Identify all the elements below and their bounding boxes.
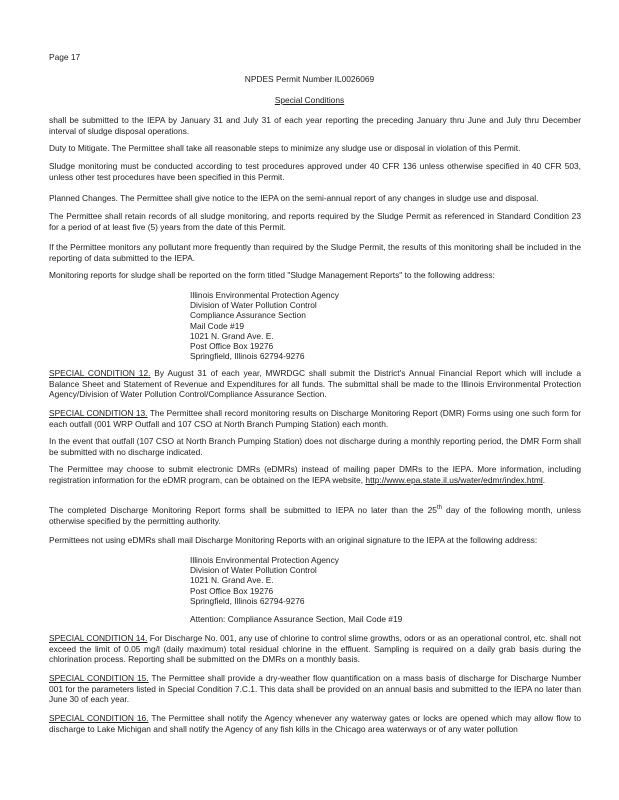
- address-line: Springfield, Illinois 62794-9276: [190, 595, 305, 606]
- address-line: Post Office Box 19276: [190, 585, 274, 596]
- paragraph-monitoring-reports: Monitoring reports for sludge shall be reported on the form titled "Sludge Management Reports" to the following address:: [49, 270, 495, 280]
- address-line: 1021 N. Grand Ave. E.: [190, 330, 274, 341]
- special-condition-16: [49, 713, 581, 734]
- condition-label: SPECIAL CONDITION 14.: [49, 633, 148, 643]
- condition-text: The Permittee shall record monitoring results on Discharge Monitoring Report (DMR) Forms using one such form for each outfall (001 WRP Outfall and 107 CSO at North Branch Pumping Station) each month.: [49, 408, 581, 429]
- paragraph-record-retention: The Permittee shall retain records of all sludge monitoring, and reports required by the Sludge Permit as referenced in Standard Condition 23 for a period of at least five (5) years from the date of this Permit.: [49, 211, 581, 232]
- paragraph-dmr-deadline: [49, 505, 581, 526]
- page-number: Page 17: [49, 52, 81, 62]
- condition-label: SPECIAL CONDITION 15.: [49, 673, 149, 683]
- paragraph-sludge-monitoring: Sludge monitoring must be conducted according to test procedures approved under 40 CFR 136 unless otherwise specified in 40 CFR 503, unless other test procedures have been specified in this Permit.: [49, 161, 581, 182]
- paragraph-mail-dmr: Permittees not using eDMRs shall mail Discharge Monitoring Reports with an original signature to the IEPA at the following address:: [49, 535, 538, 545]
- condition-text: By August 31 of each year, MWRDGC shall submit the District's Annual Financial Report which will include a Balance Sheet and Statement of Revenue and Expenditures for all funds. The submittal shall be made to the Illinois Environmental Protection Agency/Division of Water Pollution Control/Compliance Assurance Section.: [49, 368, 581, 400]
- condition-text: The Permittee shall provide a dry-weather flow quantification on a mass basis of discharge for Discharge Number 001 for the parameters listed in Special Condition 7.C.1. This data shall be provided on an annual basis and submitted to the IEPA no later than June 30 of each year.: [49, 673, 581, 705]
- condition-label: SPECIAL CONDITION 12.: [49, 368, 151, 378]
- special-condition-12: [49, 368, 581, 400]
- section-title-text: Special Conditions: [274, 95, 345, 105]
- condition-text: For Discharge No. 001, any use of chlorine to control slime growths, odors or as an operational control, etc. shall not exceed the limit of 0.05 mg/l (daily maximum) total residual chlorine in the effluent. Sampling is required on a daily grab basis during the chlorination process. Reporting shall be submitted on the DMRs on a monthly basis.: [49, 633, 581, 665]
- edmr-website-link[interactable]: http://www.epa.state.il.us/water/edmr/index.html: [365, 474, 543, 485]
- attention-line: Attention: Compliance Assurance Section, Mail Code #19: [190, 614, 403, 624]
- address-line: Springfield, Illinois 62794-9276: [190, 351, 305, 362]
- condition-label: SPECIAL CONDITION 13.: [49, 408, 148, 418]
- paragraph-duty-to-mitigate: Duty to Mitigate. The Permittee shall take all reasonable steps to minimize any sludge use or disposal in violation of this Permit.: [49, 143, 521, 153]
- paragraph-planned-changes: Planned Changes. The Permittee shall give notice to the IEPA on the semi-annual report of any changes in sludge use and disposal.: [49, 193, 539, 203]
- address-line: Division of Water Pollution Control: [190, 300, 317, 311]
- address-line: 1021 N. Grand Ave. E.: [190, 575, 274, 586]
- address-line: Illinois Environmental Protection Agency: [190, 290, 339, 300]
- section-title: [0, 95, 619, 106]
- special-condition-13: [49, 408, 581, 429]
- address-line: Compliance Assurance Section: [190, 310, 306, 321]
- special-condition-15: [49, 673, 581, 705]
- edmr-period: .: [542, 474, 546, 485]
- edmr-text: The Permittee may choose to submit electronic DMRs (eDMRs) instead of mailing paper DMRs to the IEPA. More information, including registration information for the eDMR program, can be obtained on the IEPA website,: [49, 464, 581, 485]
- address-line: Illinois Environmental Protection Agency: [190, 555, 339, 565]
- paragraph-edmr: [49, 464, 581, 485]
- deadline-text-after: day of the following month, unless otherwise specified by the permitting authority.: [49, 505, 581, 526]
- address-block-sludge: [190, 290, 339, 361]
- address-line: Mail Code #19: [190, 320, 245, 331]
- condition-label: SPECIAL CONDITION 16.: [49, 713, 149, 723]
- address-line: Post Office Box 19276: [190, 341, 274, 352]
- paragraph-sludge-submission: shall be submitted to the IEPA by January 31 and July 31 of each year reporting the preceding January thru June and July thru December interval of sludge disposal operations.: [49, 115, 581, 136]
- address-line: Division of Water Pollution Control: [190, 565, 317, 576]
- paragraph-no-discharge: In the event that outfall (107 CSO at North Branch Pumping Station) does not discharge during a monthly reporting period, the DMR Form shall be submitted with no discharge indicated.: [49, 436, 581, 457]
- special-condition-14: [49, 633, 581, 665]
- deadline-text-before: The completed Discharge Monitoring Report forms shall be submitted to IEPA no later than the 25: [49, 505, 437, 515]
- condition-text: The Permittee shall notify the Agency whenever any waterway gates or locks are opened which may allow flow to discharge to Lake Michigan and shall notify the Agency of any fish kills in the Chicago area waterways or of any water pollution: [49, 713, 581, 734]
- deadline-superscript: th: [436, 505, 442, 512]
- paragraph-extra-monitoring: If the Permittee monitors any pollutant more frequently than required by the Sludge Permit, the results of this monitoring shall be included in the reporting of data submitted to the IEPA.: [49, 242, 581, 263]
- address-block-dmr: [190, 555, 339, 606]
- permit-number: NPDES Permit Number IL0026069: [244, 74, 375, 84]
